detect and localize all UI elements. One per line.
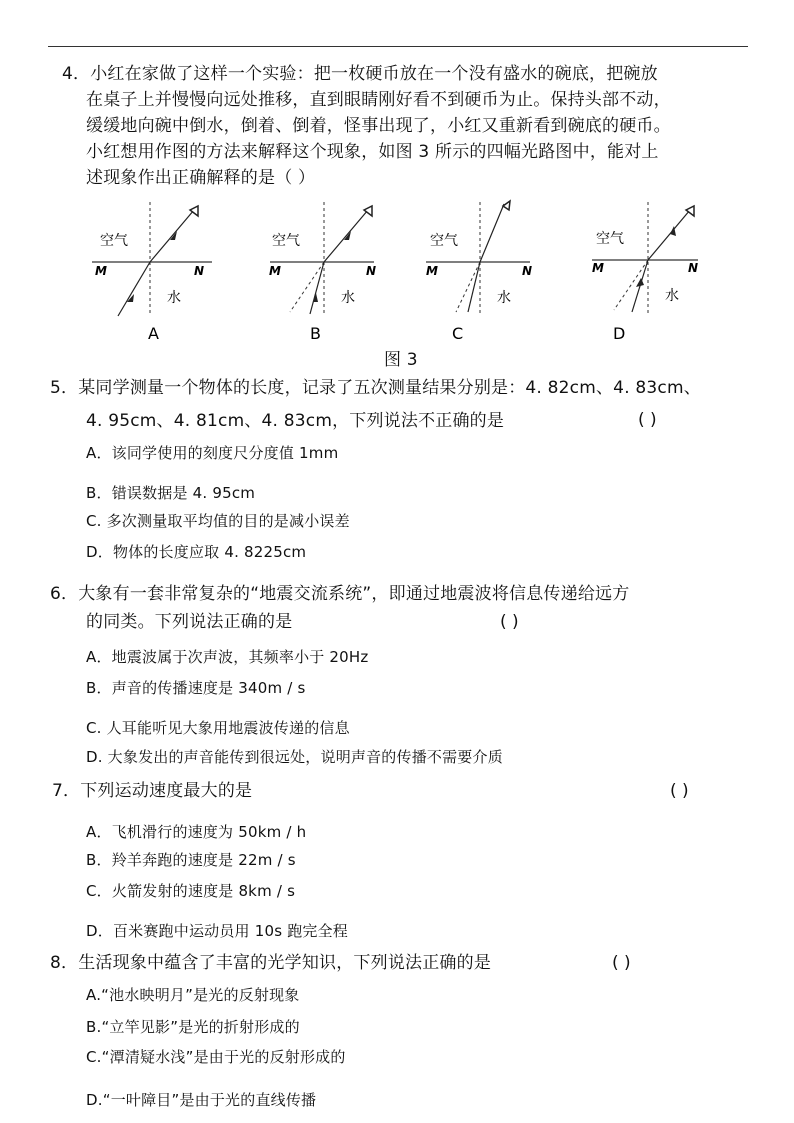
q7-option-d[interactable]: D．百米赛跑中运动员用 10s 跑完全程 [86,922,348,940]
q6-line-2: 的同类。下列说法正确的是 [86,612,293,632]
label-m: M [95,264,107,278]
eye-icon [503,201,510,210]
label-water: 水 [497,290,511,306]
light-ray-air [648,210,690,260]
q5-option-a[interactable]: A．该同学使用的刻度尺分度值 1mm [86,444,339,462]
q8-option-c[interactable]: C.“潭清疑水浅”是由于光的反射形成的 [86,1048,346,1066]
label-n: N [522,264,533,278]
label-water: 水 [665,288,679,304]
light-ray-air [150,210,194,262]
q6-answer-blank[interactable]: ( ) [500,612,519,632]
q6-option-c[interactable]: C. 人耳能听见大象用地震波传递的信息 [86,719,350,737]
label-n: N [194,264,205,278]
eye-icon [190,206,198,216]
q8-line-1: 8．生活现象中蕴含了丰富的光学知识，下列说法正确的是 [50,953,492,973]
eye-icon [686,206,694,216]
q5-option-b[interactable]: B．错误数据是 4. 95cm [86,484,256,502]
q4-line-1: 4．小红在家做了这样一个实验：把一枚硬币放在一个没有盛水的碗底，把碗放 [62,64,658,84]
light-ray-air [324,210,368,262]
virtual-ray [456,262,480,312]
optics-diagram-d [586,198,716,348]
light-ray-air [480,204,504,262]
label-n: N [366,264,377,278]
q5-option-d[interactable]: D．物体的长度应取 4. 8225cm [86,543,307,561]
option-label-a: A [148,324,159,343]
virtual-ray [290,262,324,312]
optics-diagram-b [262,198,392,348]
label-m: M [592,261,604,275]
q8-option-b[interactable]: B.“立竿见影”是光的折射形成的 [86,1018,300,1036]
q6-option-b[interactable]: B．声音的传播速度是 340m / s [86,679,306,697]
q7-line-1: 7．下列运动速度最大的是 [52,781,253,801]
q4-line-3: 缓缓地向碗中倒水，倒着、倒着，怪事出现了，小红又重新看到碗底的硬币。 [86,116,671,136]
q5-option-c[interactable]: C. 多次测量取平均值的目的是减小误差 [86,512,350,530]
label-air: 空气 [430,233,458,249]
optics-diagram-a [88,198,218,348]
ray-arrow [170,231,177,240]
ray-arrow [636,278,644,287]
q5-answer-blank[interactable]: ( ) [638,410,657,430]
q7-option-a[interactable]: A．飞机滑行的速度为 50km / h [86,823,307,841]
q5-line-2: 4. 95cm、4. 81cm、4. 83cm，下列说法不正确的是 [86,411,505,431]
label-water: 水 [341,290,355,306]
q4-line-4: 小红想用作图的方法来解释这个现象，如图 3 所示的四幅光路图中，能对上 [86,142,659,162]
q8-answer-blank[interactable]: ( ) [612,953,631,973]
q6-option-d[interactable]: D. 大象发出的声音能传到很远处，说明声音的传播不需要介质 [86,748,503,766]
light-ray-water [118,262,150,316]
option-label-c: C [452,324,464,343]
q8-option-a[interactable]: A.“池水映明月”是光的反射现象 [86,986,300,1004]
q7-answer-blank[interactable]: ( ) [670,781,689,801]
header-rule [48,46,748,47]
label-air: 空气 [100,233,128,249]
q6-option-a[interactable]: A．地震波属于次声波，其频率小于 20Hz [86,648,369,666]
figure-caption: 图 3 [384,350,418,370]
q4-line-2: 在桌子上并慢慢向远处推移，直到眼睛刚好看不到硬币为止。保持头部不动， [86,90,671,110]
light-ray-water [468,262,480,312]
label-m: M [269,264,281,278]
label-water: 水 [167,290,181,306]
option-label-b: B [310,324,321,343]
q4-line-5: 述现象作出正确解释的是（ ） [86,168,316,188]
option-label-d: D [613,324,626,343]
q6-line-1: 6．大象有一套非常复杂的“地震交流系统”，即通过地震波将信息传递给远方 [50,584,630,604]
ray-arrow [344,231,351,240]
label-air: 空气 [596,231,624,247]
light-ray-water [310,262,324,314]
label-air: 空气 [272,233,300,249]
q7-option-c[interactable]: C．火箭发射的速度是 8km / s [86,882,296,900]
q8-option-d[interactable]: D.“一叶障目”是由于光的直线传播 [86,1091,317,1109]
q7-option-b[interactable]: B．羚羊奔跑的速度是 22m / s [86,851,296,869]
label-m: M [426,264,438,278]
q5-line-1: 5．某同学测量一个物体的长度，记录了五次测量结果分别是：4. 82cm、4. 83cm、 [50,378,701,398]
eye-icon [364,206,372,216]
optics-diagram-c [418,198,548,348]
label-n: N [688,261,699,275]
